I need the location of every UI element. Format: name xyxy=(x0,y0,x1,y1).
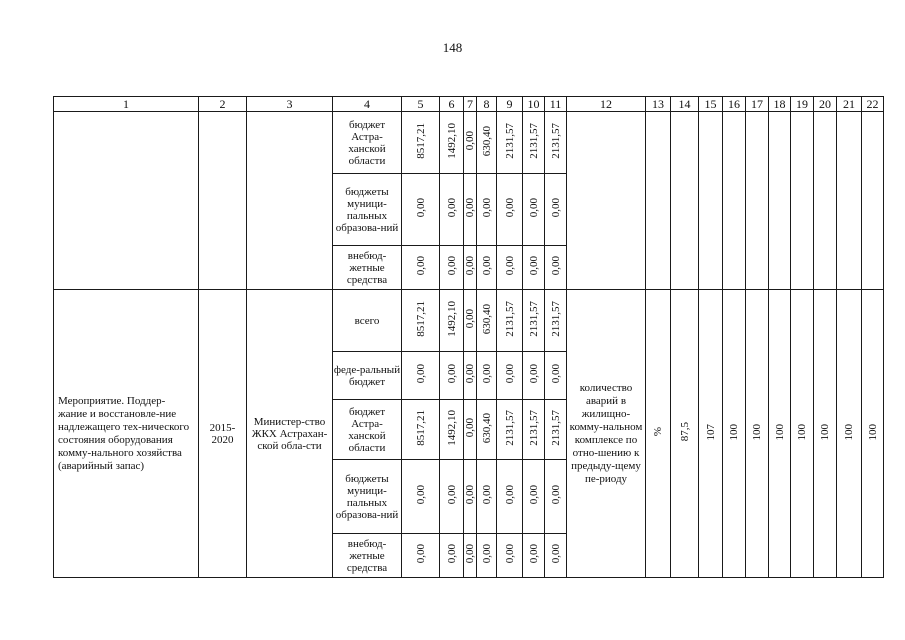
value-cell: 0,00 xyxy=(440,352,464,400)
value-cell: 0,00 xyxy=(477,534,497,578)
value-cell: 0,00 xyxy=(440,534,464,578)
value-cell: 0,00 xyxy=(402,246,440,290)
value-cell: 2131,57 xyxy=(523,290,545,352)
value-cell: 0,00 xyxy=(545,352,567,400)
header-cell: 1 xyxy=(54,97,199,112)
empty-cell xyxy=(746,112,769,290)
funding-source: внебюд-жетные средства xyxy=(333,534,402,578)
value-cell: 2131,57 xyxy=(523,112,545,174)
funding-source: бюджеты муници-пальных образова-ний xyxy=(333,460,402,534)
value-cell: 0,00 xyxy=(477,246,497,290)
empty-cell xyxy=(862,112,884,290)
header-cell: 20 xyxy=(814,97,837,112)
continued-period-cell xyxy=(199,112,247,290)
activity-executor: Министер-ство ЖКХ Астрахан-ской обла-сти xyxy=(247,290,333,578)
value-cell: 630,40 xyxy=(477,112,497,174)
value-cell: 0,00 xyxy=(477,460,497,534)
value-cell: 0,00 xyxy=(523,352,545,400)
value-cell: 0,00 xyxy=(497,534,523,578)
program-table xyxy=(53,96,884,578)
continued-indicator-cell xyxy=(567,112,646,290)
continued-executor-cell xyxy=(247,112,333,290)
funding-source: всего xyxy=(333,290,402,352)
header-cell: 22 xyxy=(862,97,884,112)
empty-cell xyxy=(814,112,837,290)
header-cell: 6 xyxy=(440,97,464,112)
indicator-value: 100 xyxy=(814,290,837,578)
value-cell: 630,40 xyxy=(477,400,497,460)
indicator-value: 100 xyxy=(769,290,791,578)
activity-name: Мероприятие. Поддер-жание и восстановле-ние надлежащего тех-нического состояния оборудования комму-нального хозяйства (аварийный запас) xyxy=(54,290,199,578)
value-cell: 630,40 xyxy=(477,290,497,352)
value-cell: 2131,57 xyxy=(497,400,523,460)
value-cell: 0,00 xyxy=(464,400,477,460)
continued-activity-cell xyxy=(54,112,199,290)
header-cell: 17 xyxy=(746,97,769,112)
value-cell: 2131,57 xyxy=(497,112,523,174)
table-row xyxy=(54,290,884,352)
header-cell: 12 xyxy=(567,97,646,112)
header-cell: 9 xyxy=(497,97,523,112)
value-cell: 0,00 xyxy=(545,246,567,290)
value-cell: 0,00 xyxy=(464,290,477,352)
header-cell: 4 xyxy=(333,97,402,112)
value-cell: 2131,57 xyxy=(523,400,545,460)
indicator-value: 107 xyxy=(699,290,723,578)
header-cell: 7 xyxy=(464,97,477,112)
header-cell: 3 xyxy=(247,97,333,112)
value-cell: 0,00 xyxy=(477,352,497,400)
header-cell: 8 xyxy=(477,97,497,112)
header-cell: 16 xyxy=(723,97,746,112)
header-cell: 11 xyxy=(545,97,567,112)
empty-cell xyxy=(671,112,699,290)
table-row xyxy=(54,112,884,174)
indicator-value: 100 xyxy=(837,290,862,578)
value-cell: 0,00 xyxy=(440,174,464,246)
value-cell: 2131,57 xyxy=(545,400,567,460)
indicator-value: 100 xyxy=(791,290,814,578)
header-cell: 5 xyxy=(402,97,440,112)
header-cell: 13 xyxy=(646,97,671,112)
value-cell: 0,00 xyxy=(477,174,497,246)
value-cell: 1492,10 xyxy=(440,400,464,460)
funding-source: бюджет Астра-ханской области xyxy=(333,400,402,460)
page-number: 148 xyxy=(442,40,463,55)
value-cell: 0,00 xyxy=(402,460,440,534)
value-cell: 8517,21 xyxy=(402,290,440,352)
value-cell: 0,00 xyxy=(523,246,545,290)
empty-cell xyxy=(699,112,723,290)
value-cell: 0,00 xyxy=(545,534,567,578)
value-cell: 2131,57 xyxy=(545,290,567,352)
funding-source: бюджет Астра-ханской области xyxy=(333,112,402,174)
header-cell: 2 xyxy=(199,97,247,112)
indicator-value: 100 xyxy=(723,290,746,578)
header-cell: 15 xyxy=(699,97,723,112)
value-cell: 1492,10 xyxy=(440,112,464,174)
value-cell: 0,00 xyxy=(464,246,477,290)
value-cell: 8517,21 xyxy=(402,112,440,174)
empty-cell xyxy=(791,112,814,290)
unit-cell: % xyxy=(646,290,671,578)
value-cell: 0,00 xyxy=(497,460,523,534)
value-cell: 2131,57 xyxy=(497,290,523,352)
value-cell: 0,00 xyxy=(464,174,477,246)
empty-cell xyxy=(769,112,791,290)
value-cell: 2131,57 xyxy=(545,112,567,174)
header-cell: 19 xyxy=(791,97,814,112)
header-cell: 21 xyxy=(837,97,862,112)
indicator-name: количество аварий в жилищно-комму-нальном комплексе по отно-шению к предыду-щему пе-риоду xyxy=(567,290,646,578)
value-cell: 8517,21 xyxy=(402,400,440,460)
empty-cell xyxy=(723,112,746,290)
value-cell: 0,00 xyxy=(402,174,440,246)
value-cell: 0,00 xyxy=(402,534,440,578)
value-cell: 0,00 xyxy=(497,246,523,290)
value-cell: 0,00 xyxy=(464,112,477,174)
value-cell: 0,00 xyxy=(464,352,477,400)
value-cell: 0,00 xyxy=(464,534,477,578)
value-cell: 0,00 xyxy=(523,460,545,534)
value-cell: 0,00 xyxy=(523,534,545,578)
value-cell: 0,00 xyxy=(464,460,477,534)
header-cell: 18 xyxy=(769,97,791,112)
value-cell: 0,00 xyxy=(440,460,464,534)
empty-cell xyxy=(837,112,862,290)
header-cell: 14 xyxy=(671,97,699,112)
indicator-value: 100 xyxy=(862,290,884,578)
value-cell: 1492,10 xyxy=(440,290,464,352)
header-row xyxy=(54,97,884,112)
value-cell: 0,00 xyxy=(440,246,464,290)
value-cell: 0,00 xyxy=(497,174,523,246)
funding-source: бюджеты муници-пальных образова-ний xyxy=(333,174,402,246)
funding-source: феде-ральный бюджет xyxy=(333,352,402,400)
value-cell: 0,00 xyxy=(545,174,567,246)
indicator-value: 100 xyxy=(746,290,769,578)
header-cell: 10 xyxy=(523,97,545,112)
value-cell: 0,00 xyxy=(497,352,523,400)
value-cell: 0,00 xyxy=(402,352,440,400)
value-cell: 0,00 xyxy=(523,174,545,246)
empty-cell xyxy=(646,112,671,290)
activity-period: 2015-2020 xyxy=(199,290,247,578)
funding-source: внебюд-жетные средства xyxy=(333,246,402,290)
indicator-value: 87,5 xyxy=(671,290,699,578)
value-cell: 0,00 xyxy=(545,460,567,534)
